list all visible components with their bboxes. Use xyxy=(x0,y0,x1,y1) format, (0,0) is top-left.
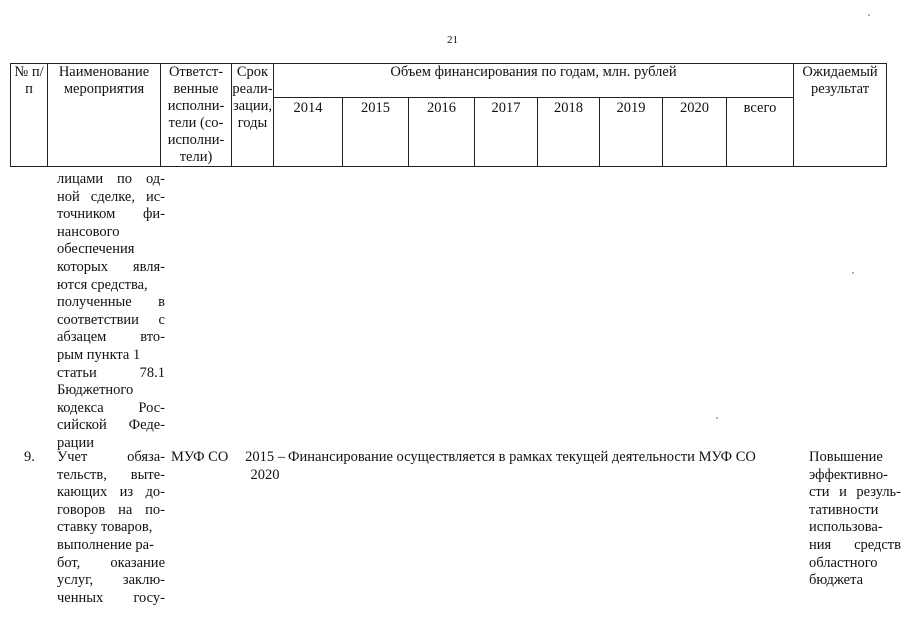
text-line: эффективно- xyxy=(809,466,888,483)
text-line: точником фи- xyxy=(57,206,165,223)
header-year-2019: 2019 xyxy=(600,98,663,167)
text-line: бот, оказание xyxy=(57,554,165,571)
text-line: тельств, выте- xyxy=(57,466,165,483)
text-line: бюджета xyxy=(809,572,864,589)
text-line: сти и резуль- xyxy=(809,484,901,501)
term-end: 2020 xyxy=(250,466,280,483)
header-name: Наименование мероприятия xyxy=(48,64,161,167)
text-line: использова- xyxy=(809,519,883,536)
header-year-2017: 2017 xyxy=(475,98,538,167)
table-header xyxy=(10,63,887,167)
text-line: областного xyxy=(809,554,878,571)
header-term: Срок реали-зации, годы xyxy=(232,64,274,167)
scan-speck xyxy=(852,272,854,274)
text-line: кающих из до- xyxy=(57,484,165,501)
text-line: лицами по од- xyxy=(57,171,165,187)
text-line: Учет обяза- xyxy=(57,449,165,465)
text-line: нансового xyxy=(57,223,120,240)
text-line: сийской Феде- xyxy=(57,417,165,434)
text-line: услуг, заклю- xyxy=(57,572,165,589)
row-responsible: МУФ СО xyxy=(171,449,229,465)
text-line: абзацем вто- xyxy=(57,329,165,346)
row-result xyxy=(809,449,901,590)
text-line: выполнение ра- xyxy=(57,536,154,553)
text-line: ставку товаров, xyxy=(57,519,153,536)
text-line: ются средства, xyxy=(57,276,148,293)
page-number: 21 xyxy=(447,34,458,46)
header-year-total: всего xyxy=(727,98,794,167)
header-result: Ожидаемый результат xyxy=(794,64,887,167)
row-funding-note: Финансирование осуществляется в рамках текущей деятельности МУФ СО xyxy=(288,449,756,465)
header-year-2016: 2016 xyxy=(409,98,475,167)
header-num: № п/п xyxy=(11,64,48,167)
text-line: говоров на по- xyxy=(57,501,165,518)
text-line: кодекса Рос- xyxy=(57,399,165,416)
text-line: ченных госу- xyxy=(57,589,165,606)
text-line: Бюджетного xyxy=(57,382,134,399)
scan-speck xyxy=(868,14,870,16)
text-line: полученные в xyxy=(57,294,165,311)
header-year-2014: 2014 xyxy=(274,98,343,167)
header-year-2020: 2020 xyxy=(663,98,727,167)
text-line: тативности xyxy=(809,501,879,518)
header-year-2018: 2018 xyxy=(538,98,600,167)
header-responsible: Ответст-венные исполни-тели (со-исполни-тели) xyxy=(161,64,232,167)
term-start: 2015 – xyxy=(245,449,285,465)
text-line: Повышение xyxy=(809,449,883,465)
header-funding: Объем финансирования по годам, млн. рублей xyxy=(274,64,794,98)
continuation-text xyxy=(57,171,165,453)
text-line: рации xyxy=(57,434,94,451)
text-line: ния средств xyxy=(809,536,901,553)
row-term xyxy=(239,449,291,484)
text-line: обеспечения xyxy=(57,241,135,258)
text-line: ной сделке, ис- xyxy=(57,188,165,205)
scan-speck xyxy=(716,417,718,419)
text-line: которых явля- xyxy=(57,258,165,275)
row-name xyxy=(57,449,165,607)
text-line: статьи 78.1 xyxy=(57,364,165,381)
header-year-2015: 2015 xyxy=(343,98,409,167)
text-line: рым пункта 1 xyxy=(57,346,141,363)
row-number: 9. xyxy=(24,449,35,465)
text-line: соответствии с xyxy=(57,311,165,328)
